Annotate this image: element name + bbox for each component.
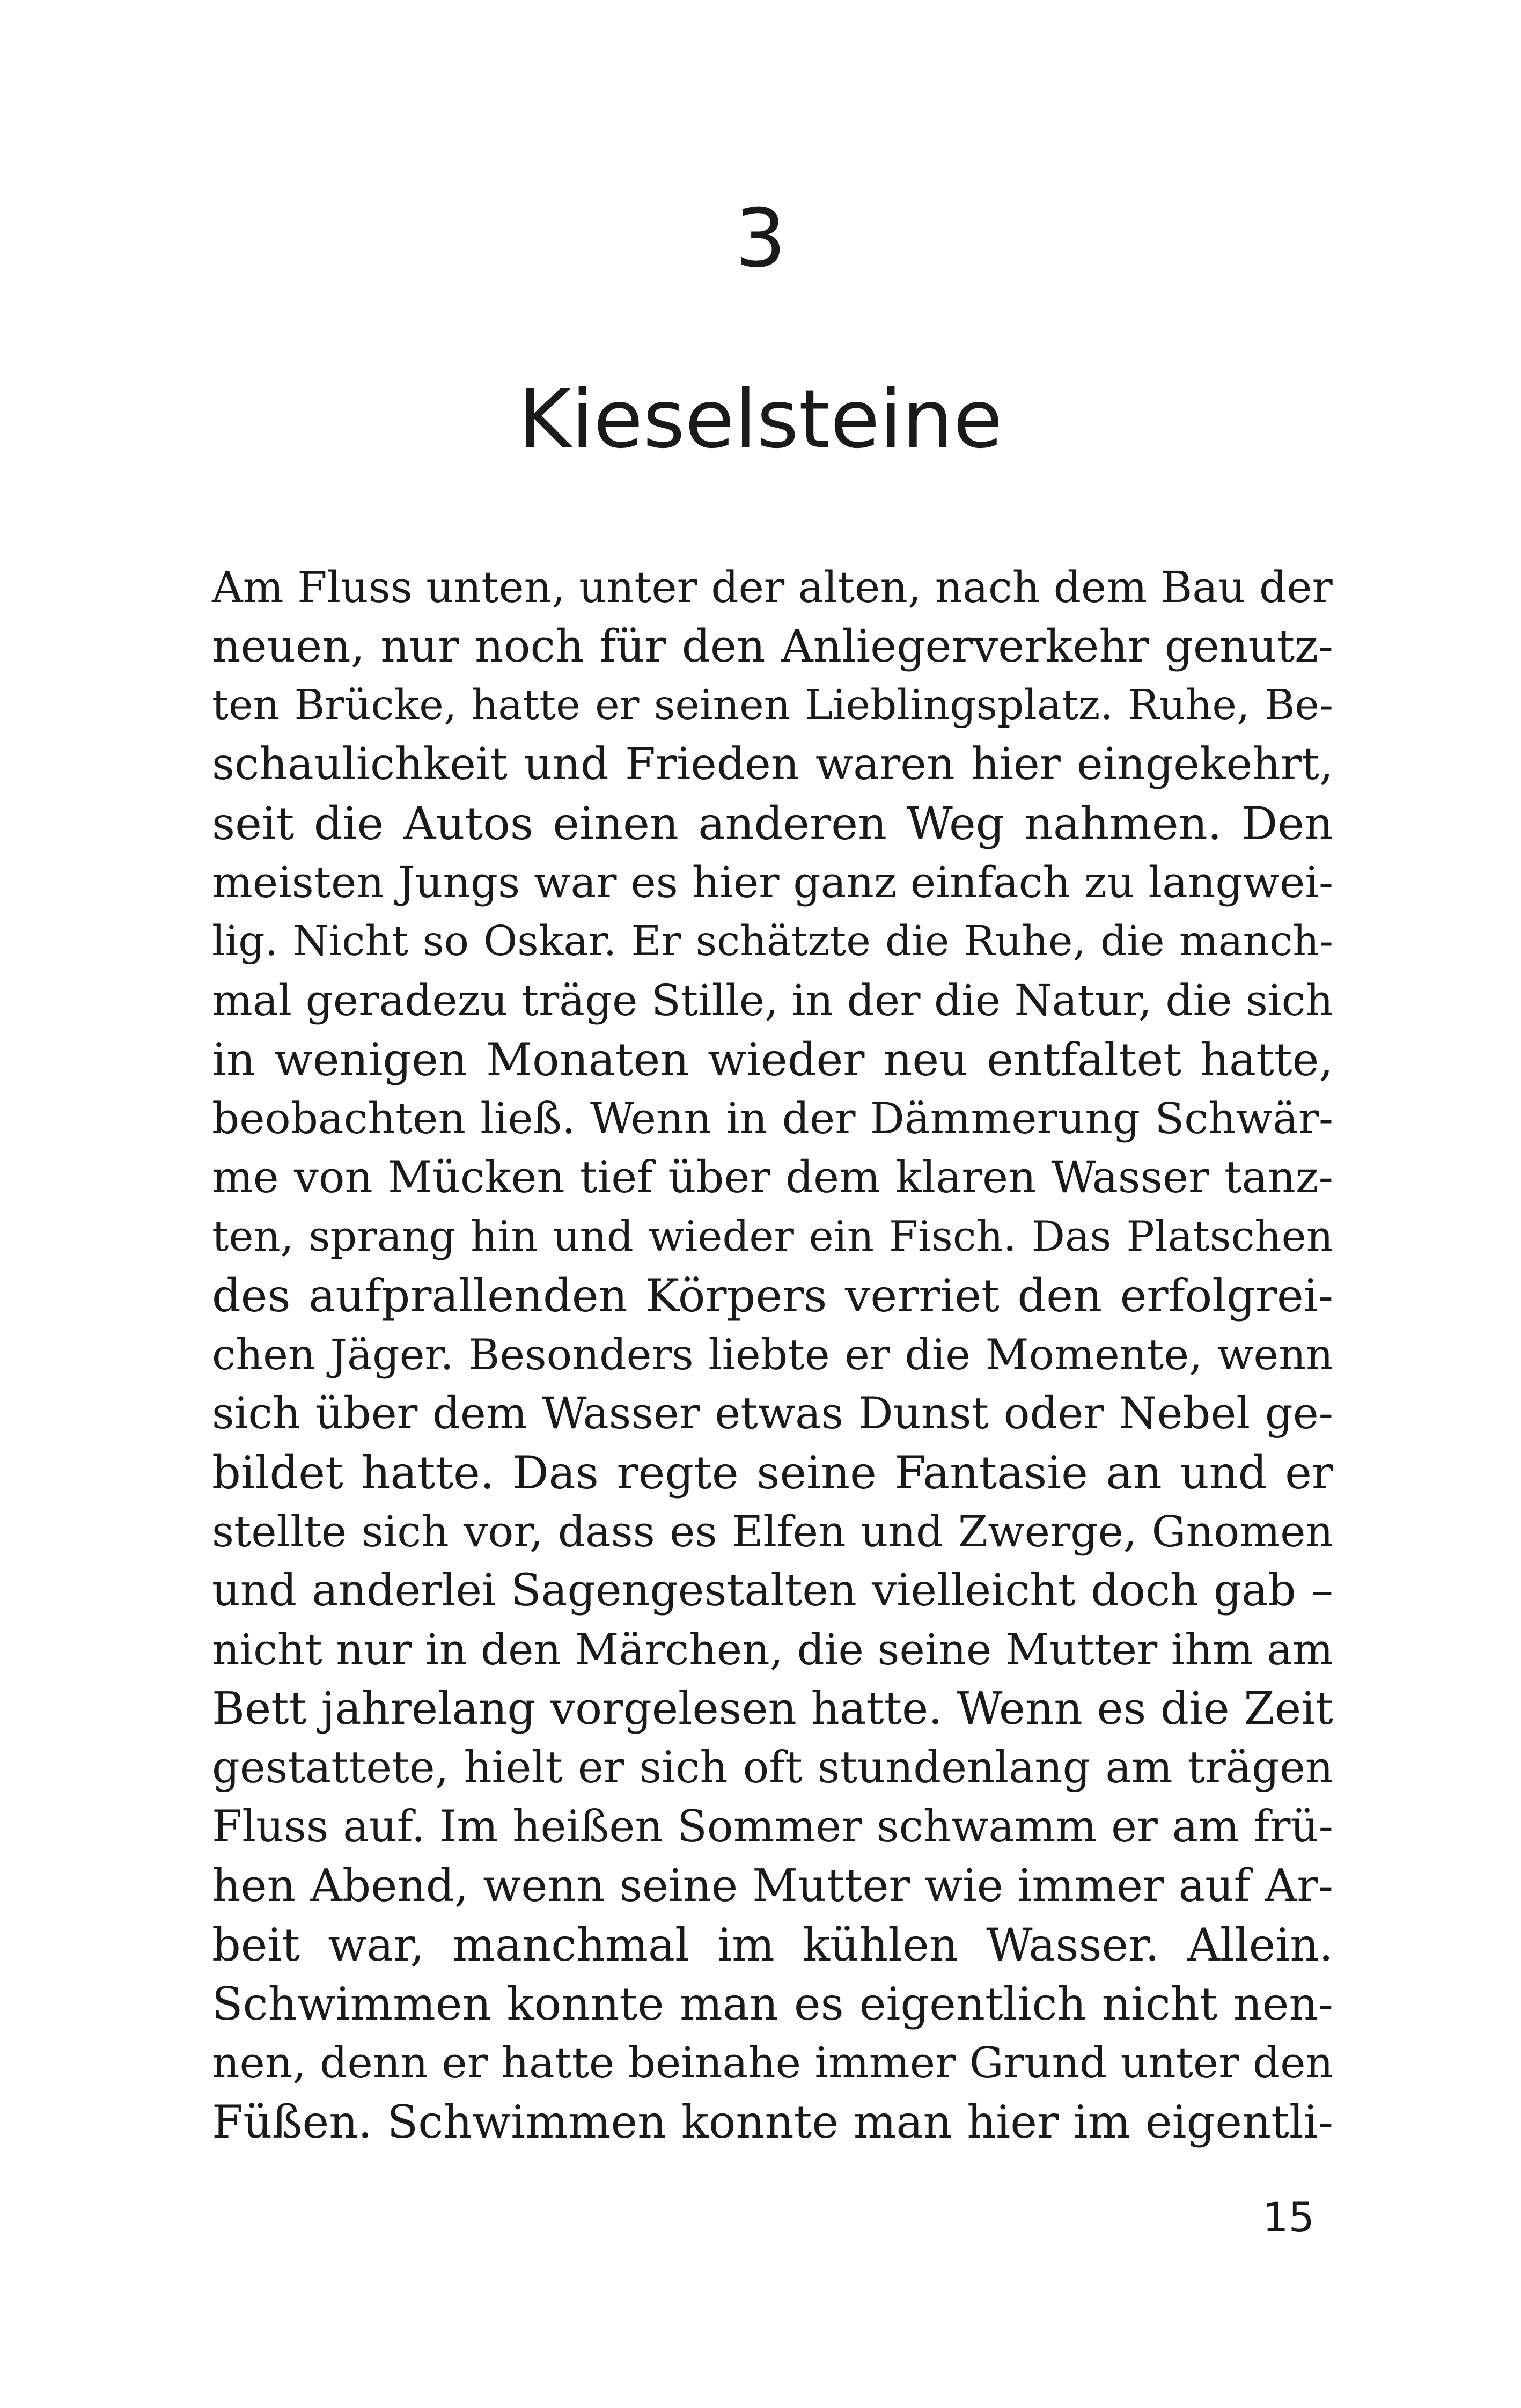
text-line: hen Abend, wenn seine Mutter wie immer auf Ar- [212, 1860, 1333, 1912]
text-line: beobachten ließ. Wenn in der Dämmerung Schwär- [212, 1093, 1333, 1143]
text-line: und anderlei Sagengestalten vielleicht doch gab – [212, 1565, 1333, 1616]
text-line: me von Mücken tief über dem klaren Wasser tanz- [212, 1152, 1333, 1203]
text-line: neuen, nur noch für den Anliegerverkehr genutz- [212, 620, 1333, 672]
text-line: beit war, manchmal im kühlen Wasser. Allein. [212, 1919, 1333, 1971]
chapter-title: Kieselsteine [518, 373, 1003, 466]
chapter-body [212, 558, 1333, 2152]
text-line: sich über dem Wasser etwas Dunst oder Nebel ge- [212, 1389, 1333, 1439]
text-line: meisten Jungs war es hier ganz einfach zu langwei- [212, 857, 1333, 907]
page-number: 15 [1262, 2193, 1314, 2241]
text-line: Fluss auf. Im heißen Sommer schwamm er am frü- [212, 1802, 1333, 1852]
text-line: gestattete, hielt er sich oft stundenlang am trägen [212, 1743, 1333, 1793]
text-line: seit die Autos einen anderen Weg nahmen. Den [212, 797, 1333, 850]
text-line: Füßen. Schwimmen konnte man hier im eigentli- [212, 2096, 1333, 2148]
text-line: in wenigen Monaten wieder neu entfaltet hatte, [212, 1033, 1333, 1086]
text-line: schaulichkeit und Frieden waren hier eingekehrt, [212, 739, 1333, 790]
text-line: stellte sich vor, dass es Elfen und Zwerge, Gnomen [212, 1507, 1333, 1557]
text-line: des aufprallenden Körpers verriet den erfolgrei- [212, 1269, 1333, 1322]
text-line: Bett jahrelang vorgelesen hatte. Wenn es die Zeit [212, 1683, 1333, 1735]
text-line: chen Jäger. Besonders liebte er die Momente, wenn [212, 1330, 1333, 1379]
text-line: ten, sprang hin und wieder ein Fisch. Das Platschen [212, 1213, 1333, 1261]
text-line: Schwimmen konnte man es eigentlich nicht nen- [212, 1978, 1333, 2030]
text-line: Am Fluss unten, unter der alten, nach dem Bau der [212, 562, 1333, 612]
chapter-number: 3 [734, 192, 787, 285]
text-line: bildet hatte. Das regte seine Fantasie an und er [212, 1447, 1333, 1499]
text-line: nicht nur in den Märchen, die seine Mutter ihm am [212, 1625, 1333, 1675]
text-line: ten Brücke, hatte er seinen Lieblingsplatz. Ruhe, Be- [212, 681, 1333, 729]
text-line: mal geradezu träge Stille, in der die Natur, die sich [212, 975, 1333, 1025]
text-line: lig. Nicht so Oskar. Er schätzte die Ruhe, die manch- [212, 917, 1333, 965]
text-line: nen, denn er hatte beinahe immer Grund unter den [212, 2038, 1333, 2088]
